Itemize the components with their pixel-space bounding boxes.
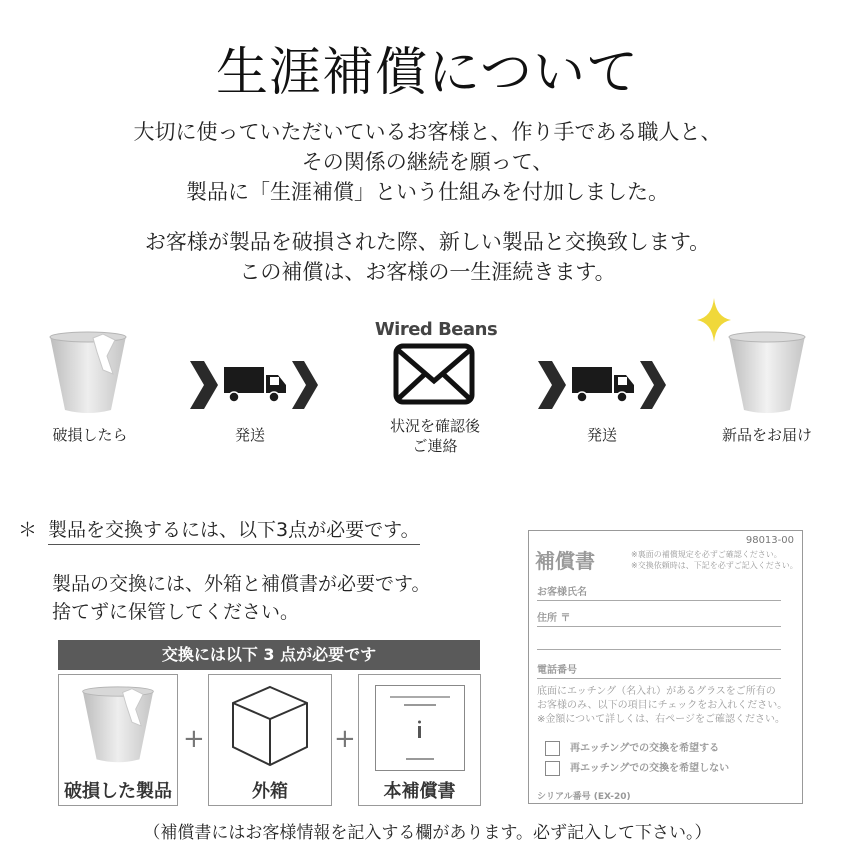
card-desc-line: 底面にエッチング（名入れ）があるグラスをご所有の (537, 686, 776, 697)
intro-line: 大切に使っていただいているお客様と、作り手である職人と、 (133, 120, 722, 144)
flow-step-label: 破損したら (52, 426, 128, 444)
plus-icon: + (334, 724, 356, 754)
intro-line: 製品に「生涯補償」という仕組みを付加しました。 (186, 180, 669, 204)
envelope-icon (393, 343, 475, 405)
box-icon (227, 683, 313, 773)
brand-logo: Wired Beans (374, 319, 498, 340)
truck-icon (538, 355, 668, 415)
intro-line: この補償は、お客様の一生涯続きます。 (239, 260, 616, 284)
intro-paragraph-2 (0, 227, 855, 287)
requirement-broken-product (58, 674, 178, 806)
card-note-line: ※交換依頼時は、下記を必ずご記入ください。 (631, 561, 798, 570)
requirements-body-line: 捨てずに保管してください。 (52, 601, 300, 623)
card-description (537, 685, 787, 727)
checkbox-icon (545, 761, 560, 776)
footer-note: （補償書にはお客様情報を記入する欄があります。必ず記入して下さい。） (143, 823, 712, 843)
requirement-label: 外箱 (252, 781, 288, 802)
new-cup-icon (724, 330, 810, 416)
checkbox-icon (545, 741, 560, 756)
card-serial: シリアル番号 (EX-20) (537, 792, 631, 802)
requirements-heading-text: 製品を交換するには、以下3点が必要です。 (48, 519, 420, 545)
broken-cup-icon (45, 330, 131, 416)
requirement-outer-box (208, 674, 332, 806)
card-field-address: 住所 〒 (537, 609, 781, 627)
truck-icon (190, 355, 320, 415)
card-desc-line: お客様のみ、以下の項目にチェックをお入れください。 (537, 700, 788, 711)
broken-cup-icon (77, 685, 159, 769)
intro-line: その関係の継続を願って、 (301, 150, 554, 174)
card-field-address-2 (537, 635, 781, 650)
card-serial-top: 98013-00 (745, 535, 794, 546)
card-check-no (545, 759, 729, 776)
requirement-label: 破損した製品 (64, 781, 172, 802)
card-check-label: 再エッチングでの交換を希望する (570, 743, 720, 754)
card-desc-line: ※金額について詳しくは、右ページをご確認ください。 (537, 714, 785, 725)
warranty-doc-icon (375, 685, 465, 771)
card-title: 補償書 (535, 549, 595, 573)
flow-step-label: 発送 (586, 426, 617, 444)
plus-icon: + (183, 724, 205, 754)
card-check-label: 再エッチングでの交換を希望しない (570, 763, 730, 774)
flow-step-label: 発送 (234, 426, 265, 444)
card-check-yes (545, 739, 719, 756)
card-note-line: ※裏面の補償規定を必ずご確認ください。 (631, 550, 782, 559)
flow-step-label-line1: 状況を確認後 (389, 417, 480, 435)
requirements-heading (18, 515, 420, 542)
requirement-label: 本補償書 (383, 781, 456, 802)
requirement-warranty-doc (358, 674, 481, 806)
card-field-name: お客様氏名 (537, 583, 781, 601)
requirements-body (52, 570, 430, 626)
flow-step-label (370, 416, 500, 456)
warranty-card (528, 530, 803, 804)
requirements-bar: 交換には以下 3 点が必要です (58, 640, 480, 670)
card-field-phone: 電話番号 (537, 661, 781, 679)
requirements-body-line: 製品の交換には、外箱と補償書が必要です。 (52, 573, 431, 595)
flow-step-label-line2: ご連絡 (412, 437, 458, 455)
card-notes (631, 549, 798, 571)
intro-paragraph (0, 117, 855, 207)
flow-step-label: 新品をお届け (721, 426, 812, 444)
intro-line: お客様が製品を破損された際、新しい製品と交換致します。 (144, 230, 711, 254)
asterisk-icon: ＊ (18, 519, 38, 541)
page-title: 生涯補償について (216, 43, 639, 103)
